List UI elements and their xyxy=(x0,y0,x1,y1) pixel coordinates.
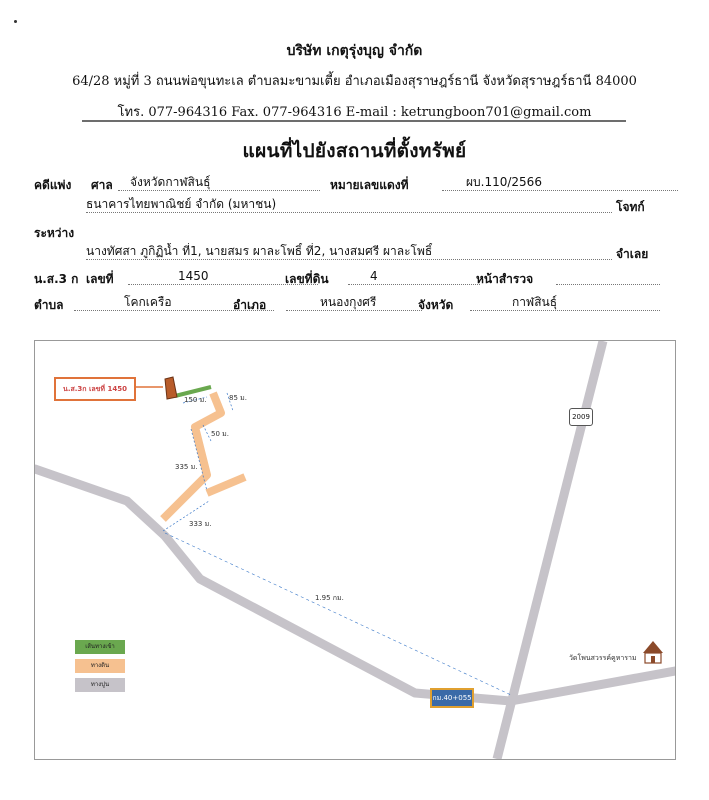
dist-label-6: 1.95 กม. xyxy=(315,594,344,602)
defendant-value: นางทัศสา ภูกิฏิน้ำ ที่1, นายสมร ผาละโพธิ์ ที่2, นางสมศรี ผาละโพธิ์ xyxy=(86,243,612,260)
dirt-road-spur xyxy=(207,477,245,493)
land-no-label: เลขที่ดิน xyxy=(285,272,329,286)
map-canvas xyxy=(35,341,675,759)
court-value: จังหวัดกาฬสินธุ์ xyxy=(118,174,320,191)
deed-number-label: เลขที่ xyxy=(86,272,114,286)
concrete-road-main xyxy=(35,469,675,701)
province-value: กาฬสินธุ์ xyxy=(470,294,660,311)
stray-dot xyxy=(14,20,17,23)
court-label: ศาล xyxy=(91,178,113,192)
district-value: หนองกุงศรี xyxy=(286,294,422,311)
company-address: 64/28 หมู่ที่ 3 ถนนพ่อขุนทะเล ตำบลมะขามเตี้ย อำเภอเมืองสุราษฎร์ธานี จังหวัดสุราษฎร์ธานี 84000 xyxy=(72,74,637,89)
header-divider xyxy=(82,120,626,122)
dist-label-4: 335 ม. xyxy=(175,463,198,471)
temple-label: วัดโพนสวรรค์คูหาราม xyxy=(569,654,637,662)
dist-label-5: 333 ม. xyxy=(189,520,212,528)
km-marker: กม.40+055 xyxy=(430,688,474,708)
deed-type-label: น.ส.3 ก xyxy=(34,272,79,286)
road-number-badge: 2009 xyxy=(569,408,593,426)
legend-concrete: ทางปูน xyxy=(75,678,125,692)
land-no-value: 4 xyxy=(348,268,480,285)
dirt-road xyxy=(163,393,221,519)
civil-case-label: คดีแพ่ง xyxy=(34,178,72,192)
plot-label: น.ส.3ก เลขที่ 1450 xyxy=(54,377,136,401)
subdistrict-value: โคกเครือ xyxy=(74,294,274,311)
location-map xyxy=(34,340,676,760)
plaintiff-value: ธนาคารไทยพาณิชย์ จำกัด (มหาชน) xyxy=(86,196,612,213)
page-title: แผนที่ไปยังสถานที่ตั้งทรัพย์ xyxy=(242,140,467,162)
district-label: อำเภอ xyxy=(233,298,267,312)
survey-page-value xyxy=(556,268,660,285)
company-contact: โทร. 077-964316 Fax. 077-964316 E-mail : ketrungboon701@gmail.com xyxy=(117,105,592,120)
defendant-label: จำเลย xyxy=(616,247,649,261)
red-number-value: ผบ.110/2566 xyxy=(442,174,678,191)
company-name: บริษัท เกตุรุ่งบุญ จำกัด xyxy=(286,43,423,59)
legend-path: เส้นทางเข้า xyxy=(75,640,125,654)
between-label: ระหว่าง xyxy=(34,226,75,240)
province-label: จังหวัด xyxy=(418,298,454,312)
dist-label-3: 50 ม. xyxy=(211,430,229,438)
plaintiff-label: โจทก์ xyxy=(616,200,645,214)
subdistrict-label: ตำบล xyxy=(34,298,64,312)
legend-dirt: ทางดิน xyxy=(75,659,125,673)
dim-line-195km xyxy=(165,533,511,695)
land-plot xyxy=(165,377,177,399)
red-number-label: หมายเลขแดงที่ xyxy=(330,178,409,192)
dist-label-1: 150 ม. xyxy=(184,396,207,404)
deed-number-value: 1450 xyxy=(128,268,318,285)
survey-page-label: หน้าสำรวจ xyxy=(476,272,534,286)
dim-line-50 xyxy=(203,425,211,441)
temple-icon xyxy=(643,641,663,663)
dist-label-2: 85 ม. xyxy=(229,394,247,402)
